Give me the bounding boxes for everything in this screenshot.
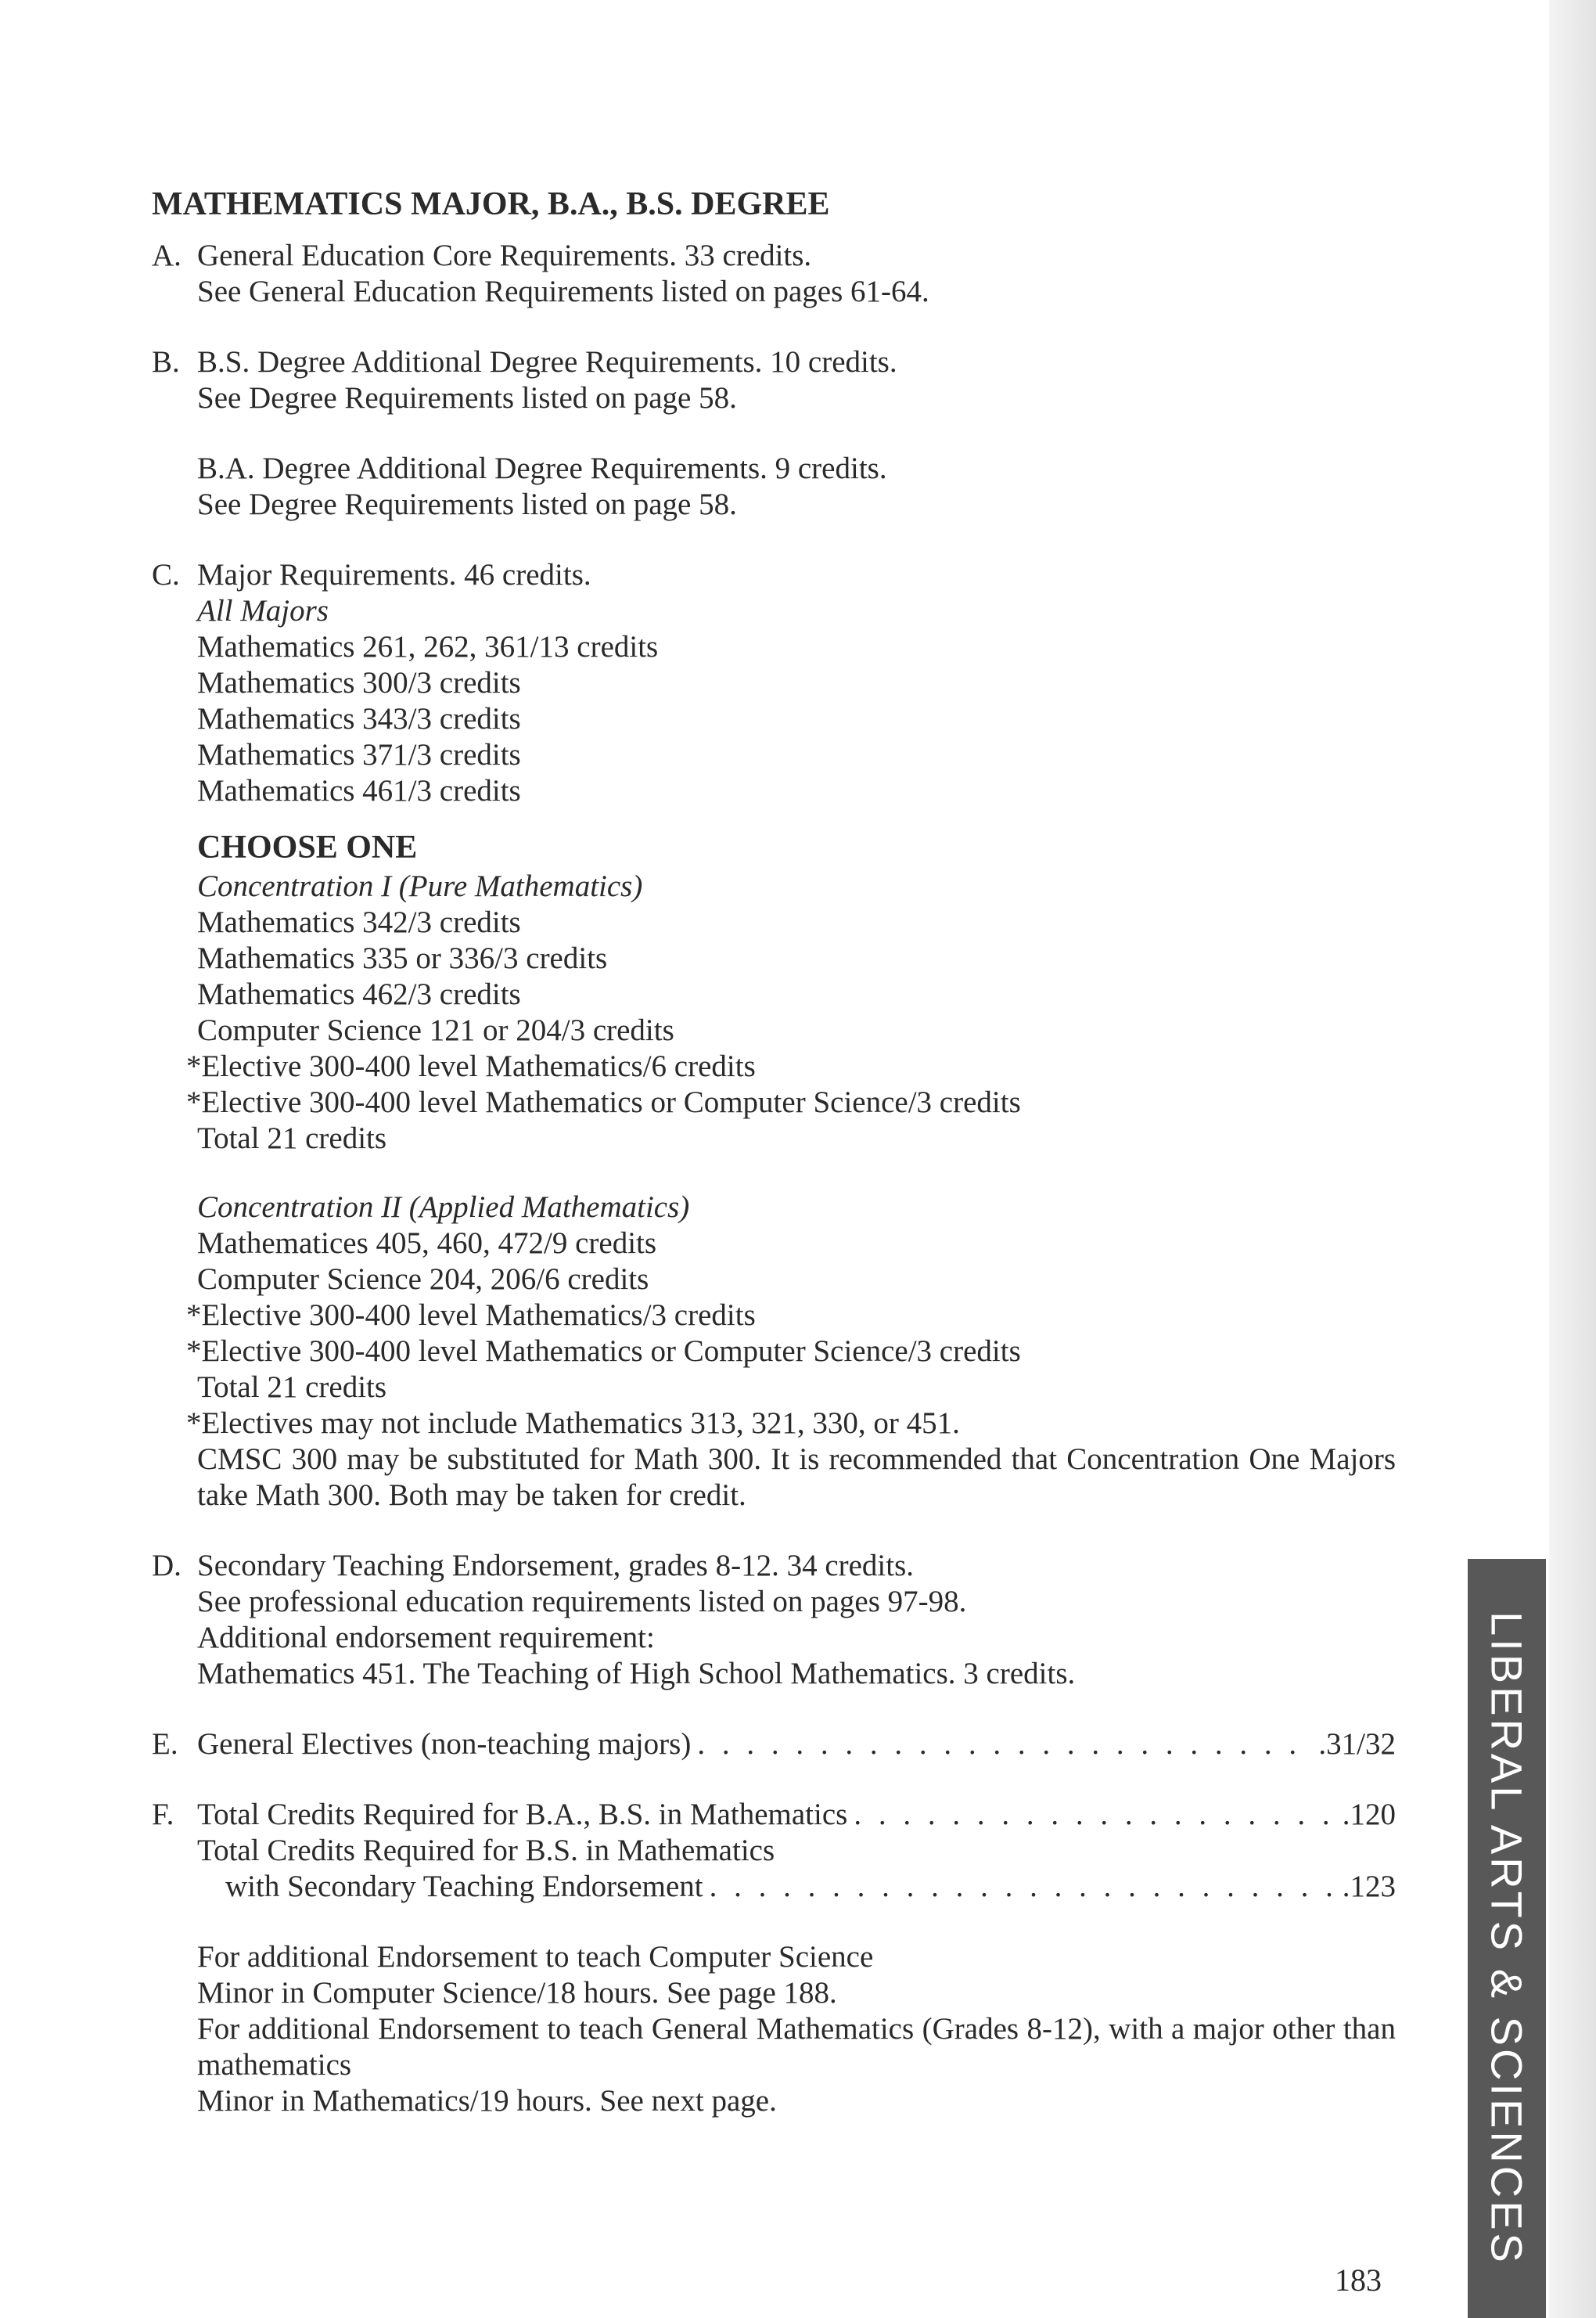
page-number: 183 [1335, 2262, 1382, 2298]
section-c [152, 557, 1396, 1514]
dot-leader [854, 1797, 1335, 1833]
section-d-label: D. [152, 1549, 182, 1582]
list-item: Mathematics 461/3 credits [197, 774, 521, 808]
list-item: Total 21 credits [197, 1121, 387, 1155]
page-title: MATHEMATICS MAJOR, B.A., B.S. DEGREE [152, 186, 830, 222]
list-item: Mathematics 462/3 credits [197, 977, 521, 1011]
section-d-line-4: Mathematics 451. The Teaching of High School Mathematics. 3 credits. [197, 1657, 1076, 1690]
section-e-label: E. [152, 1727, 178, 1761]
section-f-row-3 [197, 1869, 1396, 1905]
section-b-label: B. [152, 345, 180, 379]
section-c-note: CMSC 300 may be substituted for Math 300. It is recommended that Concentration One Majors take Math 300. Both may be taken for credit. [197, 1442, 1396, 1512]
side-tab [1468, 1559, 1546, 2318]
footer-note-2: Minor in Computer Science/18 hours. See page 188. [197, 1976, 837, 2010]
list-item: Mathematics 261, 262, 361/13 credits [197, 630, 659, 664]
concentration-1-label: Concentration I (Pure Mathematics) [197, 869, 643, 903]
footer-note-paragraph: For additional Endorsement to teach General Mathematics (Grades 8-12), with a major other than mathematics [197, 2012, 1396, 2082]
dot-leader [710, 1869, 1336, 1905]
section-f-row-1 [197, 1797, 1396, 1833]
list-item: *Elective 300-400 level Mathematics or Computer Science/3 credits [186, 1334, 1021, 1368]
list-item: *Elective 300-400 level Mathematics/6 credits [186, 1049, 756, 1083]
section-e-value: .31/32 [1318, 1727, 1396, 1761]
section-b-line-2: See Degree Requirements listed on page 58. [197, 381, 737, 415]
list-item: Computer Science 121 or 204/3 credits [197, 1013, 674, 1047]
side-tab-label: LIBERAL ARTS & SCIENCES [1482, 1611, 1532, 2266]
list-item: Mathematics 371/3 credits [197, 738, 521, 772]
list-item: *Elective 300-400 level Mathematics/3 credits [186, 1298, 756, 1332]
section-f-value-3: .123 [1342, 1870, 1396, 1903]
section-b-line-1: B.S. Degree Additional Degree Requirements. 10 credits. [197, 345, 897, 379]
concentration-2-label: Concentration II (Applied Mathematics) [197, 1190, 690, 1224]
dot-leader [697, 1726, 1312, 1762]
section-d-line-2: See professional education requirements listed on pages 97-98. [197, 1585, 967, 1618]
list-item: Mathematics 342/3 credits [197, 905, 521, 939]
page-edge-shade [1549, 0, 1596, 2318]
list-item: Total 21 credits [197, 1370, 387, 1404]
footer-note-1: For additional Endorsement to teach Computer Science [197, 1940, 874, 1974]
section-f-line-3: with Secondary Teaching Endorsement [225, 1870, 703, 1903]
section-d [152, 1548, 1396, 1692]
section-a-line-1: General Education Core Requirements. 33 credits. [197, 239, 812, 272]
all-majors-label: All Majors [197, 594, 329, 628]
list-item: Mathematics 335 or 336/3 credits [197, 941, 608, 975]
section-e-row [197, 1726, 1396, 1762]
list-item: *Elective 300-400 level Mathematics or Computer Science/3 credits [186, 1085, 1021, 1119]
list-item: Mathematices 405, 460, 472/9 credits [197, 1226, 657, 1260]
section-e-text: General Electives (non-teaching majors) [197, 1727, 692, 1761]
list-item: Mathematics 300/3 credits [197, 666, 521, 700]
section-a-line-2: See General Education Requirements listed on pages 61-64. [197, 275, 929, 308]
section-f-value-1: .120 [1342, 1798, 1396, 1831]
list-item: Mathematics 343/3 credits [197, 702, 521, 736]
list-item: Computer Science 204, 206/6 credits [197, 1262, 649, 1296]
section-d-line-3: Additional endorsement requirement: [197, 1621, 655, 1654]
section-a-label: A. [152, 239, 182, 272]
section-b-ba-line-1: B.A. Degree Additional Degree Requirements. 9 credits. [197, 452, 887, 485]
section-c-heading: Major Requirements. 46 credits. [197, 558, 591, 592]
section-f-label: F. [152, 1798, 174, 1831]
section-f [152, 1797, 1396, 2119]
section-a [152, 238, 1396, 310]
list-item: *Electives may not include Mathematics 313, 321, 330, or 451. [186, 1406, 960, 1440]
section-e [152, 1726, 1396, 1762]
footer-note-3: Minor in Mathematics/19 hours. See next page. [197, 2084, 777, 2118]
choose-one-heading: CHOOSE ONE [197, 830, 418, 866]
page-content [152, 185, 1396, 2119]
section-f-line-1: Total Credits Required for B.A., B.S. in Mathematics [197, 1798, 848, 1831]
section-b [152, 344, 1396, 523]
section-f-line-2: Total Credits Required for B.S. in Mathematics [197, 1834, 775, 1867]
section-d-line-1: Secondary Teaching Endorsement, grades 8-12. 34 credits. [197, 1549, 915, 1582]
section-b-ba-line-2: See Degree Requirements listed on page 58. [197, 488, 737, 521]
section-c-label: C. [152, 558, 180, 592]
